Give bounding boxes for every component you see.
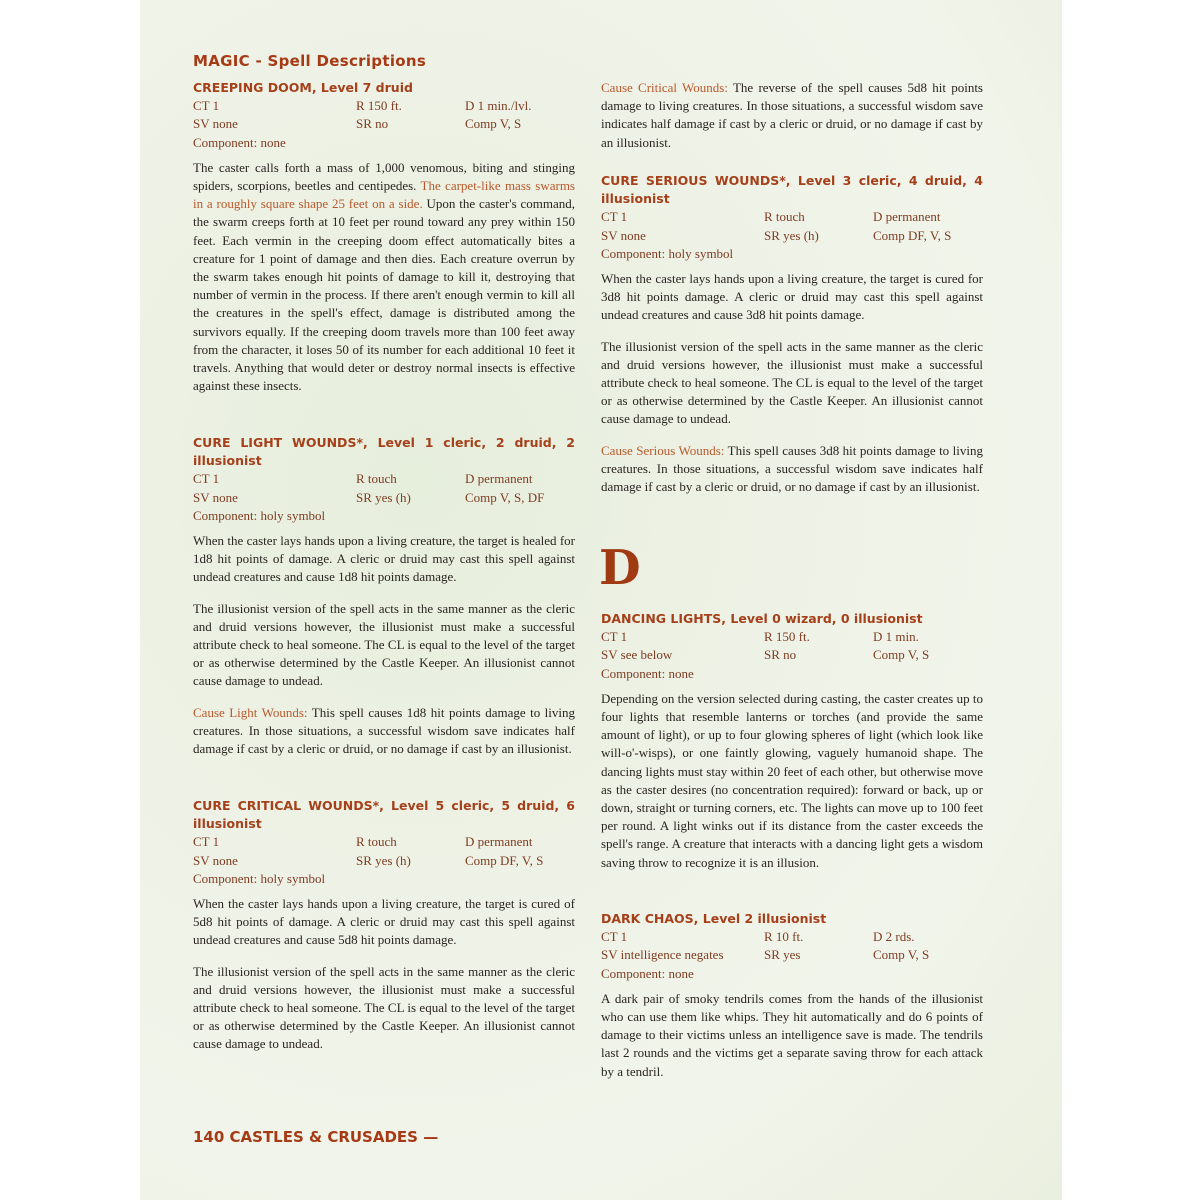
stat-comp: Comp V, S — [873, 647, 930, 663]
reverse-spell-cause-critical — [601, 79, 983, 165]
stat-range: R touch — [356, 471, 397, 487]
spell-heading: CURE CRITICAL WOUNDS*, Level 5 cleric, 5 druid, 6 illusionist — [193, 798, 575, 832]
spell-component: Component: holy symbol — [193, 870, 326, 886]
stat-duration: D 1 min./lvl. — [465, 98, 532, 114]
spell-component: Component: none — [601, 665, 694, 681]
stat-save: SV none — [193, 116, 238, 132]
stat-row — [601, 227, 983, 245]
stat-sr: SR no — [764, 647, 797, 663]
stat-row — [193, 852, 575, 870]
reverse-spell-label: Cause Light Wounds: — [193, 704, 308, 720]
stat-comp: Comp DF, V, S — [873, 227, 952, 243]
page-title: MAGIC - Spell Descriptions — [193, 52, 427, 70]
reverse-spell-label: Cause Serious Wounds: — [601, 442, 725, 458]
spell-component: Component: holy symbol — [193, 507, 326, 523]
stat-ct: CT 1 — [601, 209, 628, 225]
stat-sr: SR yes (h) — [356, 489, 411, 505]
stat-save: SV none — [193, 489, 238, 505]
spell-description: When the caster lays hands upon a living creature, the target is cured for 3d8 hit points damage. A cleric or druid may cast this spell against undead creatures and cause 3d8 hit points damage. — [601, 270, 983, 323]
stat-row — [601, 928, 983, 946]
stat-comp: Comp V, S — [873, 947, 930, 963]
reverse-spell — [601, 442, 983, 497]
section-letter: D — [599, 540, 641, 596]
stat-ct: CT 1 — [601, 629, 628, 645]
stat-range: R 150 ft. — [764, 629, 810, 645]
stat-ct: CT 1 — [193, 98, 220, 114]
stat-duration: D 2 rds. — [873, 929, 915, 945]
stat-duration: D permanent — [873, 209, 941, 225]
spell-component: Component: none — [193, 134, 286, 150]
text: The reverse of the spell causes 5d8 hit points damage to living creatures. In those situations, a successful wisdom save indicates half damage if cast by a cleric or druid, or no damage if cast by an illusionist. — [601, 80, 983, 150]
stat-save: SV intelligence negates — [601, 947, 724, 963]
spell-cure-light-wounds — [193, 434, 575, 771]
stat-save: SV none — [601, 227, 646, 243]
stat-sr: SR yes (h) — [356, 852, 411, 868]
stat-row — [193, 470, 575, 488]
stat-duration: D 1 min. — [873, 629, 919, 645]
stat-ct: CT 1 — [601, 929, 628, 945]
text: This spell causes 1d8 hit points damage to living creatures. In those situations, a successful wisdom save indicates half damage if cast by a cleric or druid, or no damage if cast by an illusionist. — [193, 704, 575, 757]
spell-dancing-lights — [601, 610, 983, 885]
spell-description: Depending on the version selected during casting, the caster creates up to four lights that resemble lanterns or torches (and provide the same amount of light), or up to four glowing spheres of light (which look like will-o'-wisps), or one faintly glowing, vaguely humanoid shape. The dancing lights must stay within 20 feet of each other, but otherwise move as the caster desires (no concentration required): forward or back, up or down, straight or turning corners, etc. The lights can move up to 100 feet per round. A light winks out if its distance from the caster exceeds the spell's range. A creature that interacts with a dancing light gets a wisdom saving throw to recognize it is an illusion. — [601, 690, 983, 870]
stat-ct: CT 1 — [193, 834, 220, 850]
text: Upon the caster's command, the swarm creeps forth at 10 feet per round toward any prey within 150 feet. Each vermin in the creeping doom effect automatically bites a creature for 1 point of damage and then dies. Each creature overrun by the swarm takes enough hit points of damage to kill it, destroying that number of vermin in the process. If there aren't enough vermin to kill all the creatures in the spell's effect, damage is distributed among the survivors equally. If the creeping doom travels more than 100 feet away from the character, it loses 50 of its number for each additional 10 feet it travels. Anything that would deter or destroy normal insects is effective against these insects. — [193, 196, 575, 394]
stat-range: R touch — [764, 209, 805, 225]
text: The caster calls forth a mass of 1,000 venomous, biting and stinging spiders, scorpions, beetles and centipedes. — [193, 159, 575, 193]
reverse-spell — [601, 79, 983, 152]
spell-creeping-doom — [193, 79, 575, 408]
stat-sr: SR yes (h) — [764, 227, 819, 243]
highlight-text: The carpet-like mass swarms in a roughly square shape 25 feet on a side. — [193, 177, 575, 212]
spell-description: When the caster lays hands upon a living creature, the target is healed for 1d8 hit points of damage. A cleric or druid may cast this spell against undead creatures and cause 1d8 hit points damage. — [193, 532, 575, 585]
spell-cure-serious-wounds — [601, 172, 983, 509]
stat-row — [601, 946, 983, 964]
spell-description — [193, 159, 575, 396]
stat-sr: SR no — [356, 116, 389, 132]
stat-save: SV see below — [601, 647, 673, 663]
stat-row — [193, 115, 575, 133]
stat-duration: D permanent — [465, 471, 533, 487]
stat-range: R touch — [356, 834, 397, 850]
stat-save: SV none — [193, 852, 238, 868]
spell-heading: DARK CHAOS, Level 2 illusionist — [601, 911, 827, 926]
stat-range: R 150 ft. — [356, 98, 402, 114]
reverse-spell-label: Cause Critical Wounds: — [601, 80, 728, 95]
stat-comp: Comp V, S, DF — [465, 489, 545, 505]
stat-row — [193, 489, 575, 507]
stat-ct: CT 1 — [193, 471, 220, 487]
stat-row — [193, 97, 575, 115]
stat-range: R 10 ft. — [764, 929, 804, 945]
spell-cure-critical-wounds — [193, 797, 575, 1067]
spell-dark-chaos — [601, 910, 983, 1094]
stat-duration: D permanent — [465, 834, 533, 850]
stat-comp: Comp V, S — [465, 116, 522, 132]
spell-description: A dark pair of smoky tendrils comes from the hands of the illusionist who can use them like whips. They hit automatically and do 6 points of damage to their victims unless an intelligence save is made. The tendrils last 2 rounds and the victims get a separate saving throw for each attack by a tendril. — [601, 990, 983, 1079]
spell-heading: DANCING LIGHTS, Level 0 wizard, 0 illusionist — [601, 611, 923, 626]
text: This spell causes 3d8 hit points damage to living creatures. In those situations, a successful wisdom save indicates half damage if cast by a cleric or druid, or no damage if cast by an illusionist. — [601, 442, 983, 495]
stat-comp: Comp DF, V, S — [465, 852, 544, 868]
spell-heading: CURE SERIOUS WOUNDS*, Level 3 cleric, 4 druid, 4 illusionist — [601, 173, 983, 207]
spell-heading: CREEPING DOOM, Level 7 druid — [193, 80, 413, 95]
stat-row — [193, 833, 575, 851]
spell-component: Component: none — [601, 965, 694, 981]
stat-row — [601, 628, 983, 646]
page-footer: 140 CASTLES & CRUSADES — — [193, 1128, 439, 1146]
stat-row — [601, 208, 983, 226]
stat-sr: SR yes — [764, 947, 801, 963]
spell-heading: CURE LIGHT WOUNDS*, Level 1 cleric, 2 druid, 2 illusionist — [193, 435, 575, 469]
stat-row — [601, 646, 983, 664]
spell-description: The illusionist version of the spell acts in the same manner as the cleric and druid versions however, the illusionist must make a successful attribute check to heal someone. The CL is equal to the level of the target or as otherwise determined by the Castle Keeper. An illusionist cannot cause damage to undead. — [193, 600, 575, 689]
spell-description: The illusionist version of the spell acts in the same manner as the cleric and druid versions however, the illusionist must make a successful attribute check to heal someone. The CL is equal to the level of the target or as otherwise determined by the Castle Keeper. An illusionist cannot cause damage to undead. — [193, 963, 575, 1052]
spell-description: The illusionist version of the spell acts in the same manner as the cleric and druid versions however, the illusionist must make a successful attribute check to heal someone. The CL is equal to the level of the target or as otherwise determined by the Castle Keeper. An illusionist cannot cause damage to undead. — [601, 338, 983, 427]
spell-description: When the caster lays hands upon a living creature, the target is cured of 5d8 hit points of damage. A cleric or druid may cast this spell against undead creatures and cause 5d8 hit points damage. — [193, 895, 575, 948]
spell-component: Component: holy symbol — [601, 245, 734, 261]
reverse-spell — [193, 704, 575, 759]
